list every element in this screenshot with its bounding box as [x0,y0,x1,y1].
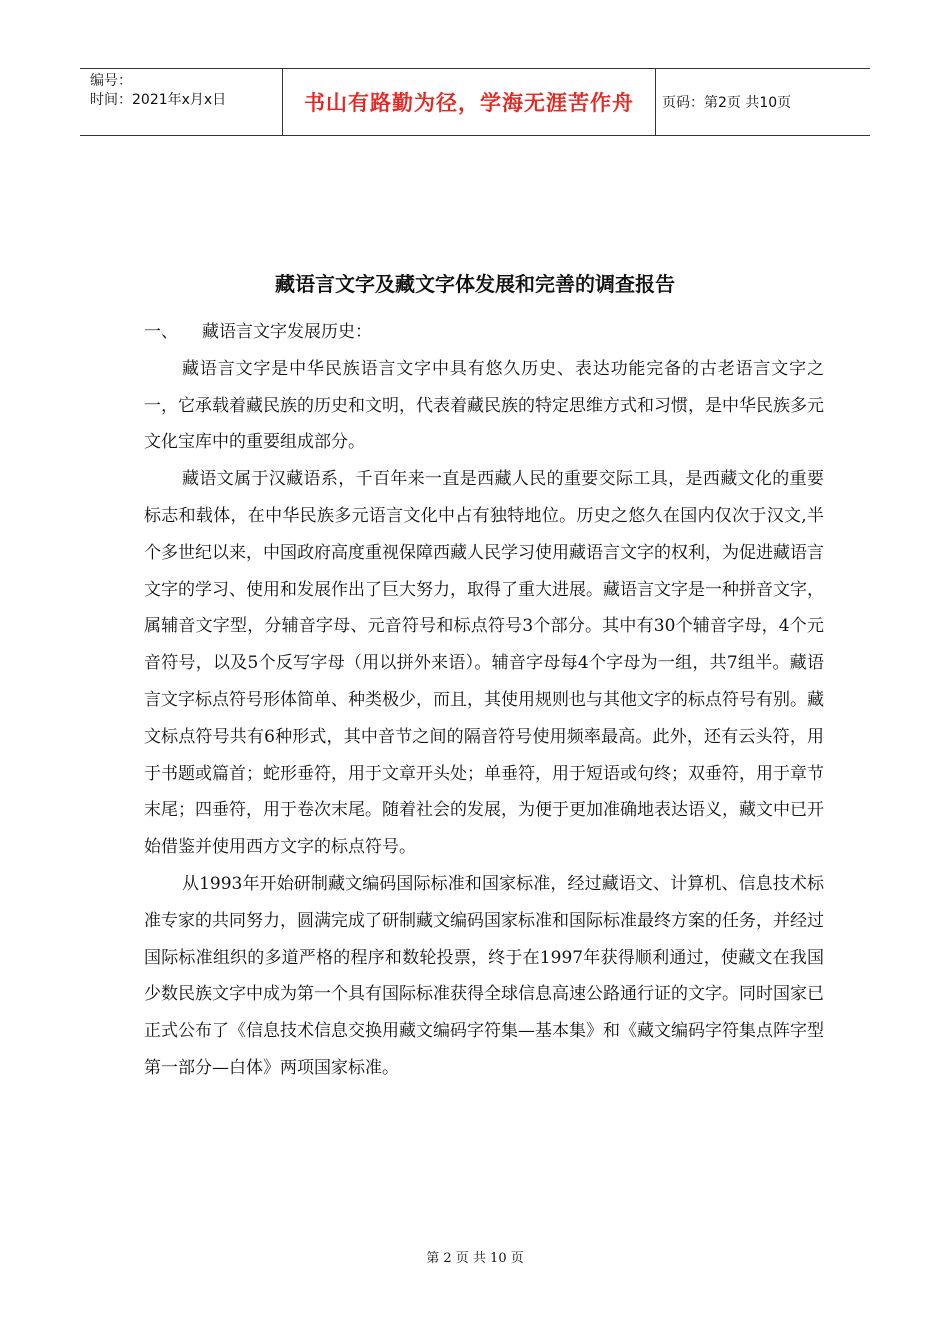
section-heading [144,314,824,351]
page-header [80,68,870,136]
page-footer: 第 2 页 共 10 页 [426,1251,524,1266]
document-title: 藏语言文字及藏文字体发展和完善的调查报告 [275,272,675,296]
number-label: 编号： [90,73,132,89]
paragraph-3: 从1993年开始研制藏文编码国际标准和国家标准，经过藏语文、计算机、信息技术标准专家的共同努力，圆满完成了研制藏文编码国家标准和国际标准最终方案的任务，并经过国际标准组织的多道严格的程序和数轮投票，终于在1997年获得顺利通过，使藏文在我国少数民族文字中成为第一个具有国际标准获得全球信息高速公路通行证的文字。同时国家已正式公布了《信息技术信息交换用藏文编码字符集—基本集》和《藏文编码字符集点阵字型第一部分—白体》两项国家标准。 [144,873,824,1078]
header-motto: 书山有路勤为径，学海无涯苦作舟 [282,69,656,135]
section-number: 一、 [144,322,178,342]
section-title: 藏语言文字发展历史： [202,322,372,342]
header-page-info: 页码：第2页 共10页 [662,95,792,111]
document-body [144,314,824,1087]
paragraph-2: 藏语文属于汉藏语系，千百年来一直是西藏人民的重要交际工具，是西藏文化的重要标志和载体，在中华民族多元语言文化中占有独特地位。历史之悠久在国内仅次于汉文,半个多世纪以来，中国政府高度重视保障西藏人民学习使用藏语言文字的权利，为促进藏语言文字的学习、使用和发展作出了巨大努力，取得了重大进展。藏语言文字是一种拼音文字，属辅音文字型，分辅音字母、元音符号和标点符号3个部分。其中有30个辅音字母，4个元音符号，以及5个反写字母（用以拼外来语）。辅音字母每4个字母为一组，共7组半。藏语言文字标点符号形体简单、种类极少，而且，其使用规则也与其他文字的标点符号有别。藏文标点符号共有6种形式，其中音节之间的隔音符号使用频率最高。此外，还有云头符，用于书题或篇首；蛇形垂符，用于文章开头处；单垂符，用于短语或句终；双垂符，用于章节末尾；四垂符，用于卷次末尾。随着社会的发展，为便于更加准确地表达语义，藏文中已开始借鉴并使用西方文字的标点符号。 [144,469,824,858]
time-label: 时间：2021年x月x日 [90,92,227,108]
header-meta [80,69,282,135]
paragraph-1: 藏语言文字是中华民族语言文字中具有悠久历史、表达功能完备的古老语言文字之一，它承载着藏民族的历史和文明，代表着藏民族的特定思维方式和习惯，是中华民族多元文化宝库中的重要组成部分。 [144,358,824,453]
